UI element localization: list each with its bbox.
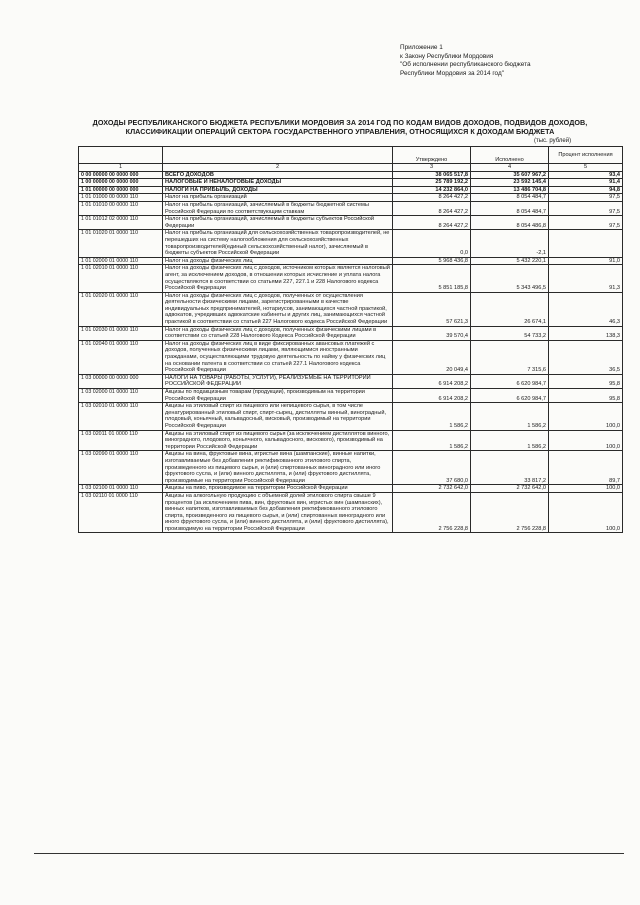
row-percent: 46,3: [549, 292, 623, 326]
table-row: [79, 430, 623, 451]
row-percent: 100,0: [549, 485, 623, 493]
row-approved: 6 914 208,2: [393, 374, 471, 388]
row-name: НАЛОГИ НА ПРИБЫЛЬ, ДОХОДЫ: [163, 186, 393, 194]
row-percent: 91,4: [549, 179, 623, 187]
row-approved: 5 851 185,8: [393, 265, 471, 292]
appendix-note: [400, 44, 531, 78]
row-executed: 33 817,2: [471, 451, 549, 485]
header-row: [79, 147, 623, 164]
row-code: 1 03 02010 01 0000 110: [79, 403, 163, 430]
row-percent: 97,5: [549, 194, 623, 202]
row-approved: 5 968 436,8: [393, 257, 471, 265]
row-percent: [549, 230, 623, 257]
header-code: [79, 147, 163, 164]
row-name: НАЛОГИ НА ТОВАРЫ (РАБОТЫ, УСЛУГИ), РЕАЛИЗУЕМЫЕ НА ТЕРРИТОРИИ РОССИЙСКОЙ ФЕДЕРАЦИИ: [163, 374, 393, 388]
table-row: [79, 201, 623, 215]
table-row: [79, 216, 623, 230]
row-percent: 36,5: [549, 340, 623, 374]
row-approved: 20 049,4: [393, 340, 471, 374]
row-percent: 95,8: [549, 374, 623, 388]
column-number: 2: [163, 164, 393, 172]
row-code: 1 00 00000 00 0000 000: [79, 179, 163, 187]
row-percent: 89,7: [549, 451, 623, 485]
row-name: Налог на доходы физических лиц с доходов, источником которых является налоговый агент, за исключением доходов, в отношении которых исчисление и уплата налога осуществляются в соответствии со статьями 227, 227.1 и 228 Налогового кодекса Российской Федерации: [163, 265, 393, 292]
table-row: [79, 179, 623, 187]
row-approved: 37 680,0: [393, 451, 471, 485]
column-number: 4: [471, 164, 549, 172]
appendix-line: к Закону Республики Мордовия: [400, 52, 494, 60]
table-row: [79, 265, 623, 292]
table-row: [79, 492, 623, 533]
row-executed: 5 343 496,5: [471, 265, 549, 292]
table-row: [79, 194, 623, 202]
row-executed: 7 315,6: [471, 340, 549, 374]
row-approved: 14 232 864,0: [393, 186, 471, 194]
row-executed: 1 586,2: [471, 430, 549, 451]
column-number: 1: [79, 164, 163, 172]
table-row: [79, 257, 623, 265]
table-row: [79, 340, 623, 374]
row-name: Налог на доходы физических лиц: [163, 257, 393, 265]
table-row: [79, 403, 623, 430]
row-approved: 6 914 208,2: [393, 389, 471, 403]
row-percent: 93,4: [549, 171, 623, 179]
page-bottom-rule: [34, 853, 624, 854]
row-approved: 38 065 517,8: [393, 171, 471, 179]
row-percent: 94,8: [549, 186, 623, 194]
row-executed: 8 054 486,8: [471, 216, 549, 230]
row-percent: 97,5: [549, 201, 623, 215]
row-name: Налог на прибыль организаций для сельскохозяйственных товаропроизводителей, не перешедших на систему налогообложения для сельскохозяйственных товаропроизводителей(единый сельскохозяйственный налог), зачисляемый в бюджеты субъектов Российской Федерации: [163, 230, 393, 257]
row-code: 1 01 02020 01 0000 110: [79, 292, 163, 326]
header-executed: Исполнено: [471, 147, 549, 164]
row-approved: 8 264 427,2: [393, 216, 471, 230]
row-code: 1 01 00000 00 0000 000: [79, 186, 163, 194]
row-code: 1 01 02030 01 0000 110: [79, 326, 163, 340]
row-approved: 2 756 228,8: [393, 492, 471, 533]
row-code: 1 03 02090 01 0000 110: [79, 451, 163, 485]
row-executed: 8 054 484,7: [471, 194, 549, 202]
table-row: [79, 389, 623, 403]
appendix-line: Приложение 1: [400, 44, 443, 51]
row-approved: 57 621,3: [393, 292, 471, 326]
table-row: [79, 326, 623, 340]
row-executed: 8 054 484,7: [471, 201, 549, 215]
row-executed: 2 756 228,8: [471, 492, 549, 533]
row-code: 1 03 02011 01 0000 110: [79, 430, 163, 451]
row-name: Налог на прибыль организаций, зачисляемый в бюджеты бюджетной системы Российской Федерации по соответствующим ставкам: [163, 201, 393, 215]
column-number: 5: [549, 164, 623, 172]
header-name: [163, 147, 393, 164]
column-number: 3: [393, 164, 471, 172]
table-row: [79, 186, 623, 194]
row-percent: 138,3: [549, 326, 623, 340]
row-code: 1 01 02010 01 0000 110: [79, 265, 163, 292]
table-row: [79, 171, 623, 179]
row-name: Налог на доходы физических лиц в виде фиксированных авансовых платежей с доходов, полученных физическими лицами, являющимися иностранными гражданами, осуществляющими трудовую деятельность по найму у физических лиц на основании патента в соответствии со статьей 227.1 Налогового кодекса Российской Федерации: [163, 340, 393, 374]
row-name: Налог на прибыль организаций, зачисляемый в бюджеты субъектов Российской Федерации: [163, 216, 393, 230]
column-number-row: [79, 164, 623, 172]
row-executed: 6 620 984,7: [471, 389, 549, 403]
row-executed: 2 732 642,0: [471, 485, 549, 493]
row-approved: 0,0: [393, 230, 471, 257]
row-name: Налог на доходы физических лиц с доходов, полученных от осуществления деятельности физическими лицами, зарегистрированными в качестве индивидуальных предпринимателей, нотариусов, занимающихся частной практикой, адвокатов, учредивших адвокатские кабинеты и других лиц, занимающихся частной практикой в соответствии со статьей 227 Налогового кодекса Российской Федерации: [163, 292, 393, 326]
header-approved: Утверждено: [393, 147, 471, 164]
row-executed: 35 607 967,2: [471, 171, 549, 179]
table-row: [79, 292, 623, 326]
row-code: 1 01 01000 00 0000 110: [79, 194, 163, 202]
document-title: ДОХОДЫ РЕСПУБЛИКАНСКОГО БЮДЖЕТА РЕСПУБЛИКИ МОРДОВИЯ ЗА 2014 ГОД ПО КОДАМ ВИДОВ ДОХОДОВ, ПОДВИДОВ ДОХОДОВ, КЛАССИФИКАЦИИ ОПЕРАЦИЙ СЕКТОРА ГОСУДАРСТВЕННОГО УПРАВЛЕНИЯ, ОТНОСЯЩИХСЯ К ДОХОДАМ БЮДЖЕТА: [92, 118, 588, 136]
row-name: Акцизы на пиво, производимое на территории Российской Федерации: [163, 485, 393, 493]
units-label: (тыс. рублей): [534, 138, 572, 144]
row-executed: 23 592 145,4: [471, 179, 549, 187]
row-code: 1 03 00000 00 0000 000: [79, 374, 163, 388]
row-executed: 54 733,2: [471, 326, 549, 340]
row-approved: 39 570,4: [393, 326, 471, 340]
row-percent: 97,5: [549, 216, 623, 230]
row-name: Акцизы по подакцизным товарам (продукции), производимым на территории Российской Федерации: [163, 389, 393, 403]
row-code: 1 01 02040 01 0000 110: [79, 340, 163, 374]
table-row: [79, 451, 623, 485]
appendix-line: "Об исполнении республиканского бюджета: [400, 61, 531, 69]
row-code: 0 00 00000 00 0000 000: [79, 171, 163, 179]
row-name: Налог на доходы физических лиц с доходов, полученных физическими лицами в соответствии со статьей 228 Налогового Кодекса Российской Федерации: [163, 326, 393, 340]
row-name: ВСЕГО ДОХОДОВ: [163, 171, 393, 179]
row-executed: 6 620 984,7: [471, 374, 549, 388]
row-name: Акцизы на алкогольную продукцию с объемной долей этилового спирта свыше 9 процентов (за исключением пива, вин, фруктовых вин, игристых вин (шампанских), винных напитков, изготавливаемых без добавления ректификованного этилового спирта, произведенного из пищевого сырья, и (или) спиртованных виноградного или иного фруктового сусла, и (или) винного дистиллята, и (или) фруктового дистиллята), производимую на территории Российской Федерации: [163, 492, 393, 533]
row-name: Акцизы на этиловый спирт из пищевого сырья (за исключением дистиллятов винного, виноградного, плодового, коньячного, кальвадосного, вискового), производимый на территории Российской Федерации: [163, 430, 393, 451]
row-percent: 100,0: [549, 430, 623, 451]
row-name: НАЛОГОВЫЕ И НЕНАЛОГОВЫЕ ДОХОДЫ: [163, 179, 393, 187]
row-name: Акцизы на вина, фруктовые вина, игристые вина (шампанские), винные напитки, изготавливаемые без добавления ректификованного этилового спирта, произведенного из пищевого сырья, и (или) спиртованных виноградного или иного фруктового сусла, и (или) винного дистиллята, и (или) фруктового дистиллята, производимые на территории Российской Федерации: [163, 451, 393, 485]
row-approved: 8 264 427,2: [393, 194, 471, 202]
row-name: Налог на прибыль организаций: [163, 194, 393, 202]
row-executed: -2,1: [471, 230, 549, 257]
row-executed: 13 486 704,8: [471, 186, 549, 194]
row-executed: 1 586,2: [471, 403, 549, 430]
row-percent: 95,8: [549, 389, 623, 403]
row-approved: 1 586,2: [393, 403, 471, 430]
row-percent: 91,3: [549, 265, 623, 292]
table-row: [79, 374, 623, 388]
header-percent: Процент исполнения: [549, 147, 623, 164]
row-approved: 8 264 427,2: [393, 201, 471, 215]
row-code: 1 01 01020 01 0000 110: [79, 230, 163, 257]
row-code: 1 01 01010 00 0000 110: [79, 201, 163, 215]
row-approved: 1 586,2: [393, 430, 471, 451]
row-code: 1 03 02100 01 0000 110: [79, 485, 163, 493]
revenue-table: [78, 146, 623, 533]
row-approved: 25 789 192,2: [393, 179, 471, 187]
row-percent: 91,0: [549, 257, 623, 265]
row-percent: 100,0: [549, 403, 623, 430]
table-row: [79, 485, 623, 493]
row-executed: 5 432 220,1: [471, 257, 549, 265]
row-code: 1 03 02110 01 0000 110: [79, 492, 163, 533]
row-percent: 100,0: [549, 492, 623, 533]
appendix-line: Республики Мордовия за 2014 год": [400, 69, 504, 77]
row-approved: 2 732 642,0: [393, 485, 471, 493]
table-row: [79, 230, 623, 257]
row-code: 1 01 02000 01 0000 110: [79, 257, 163, 265]
row-code: 1 01 01012 02 0000 110: [79, 216, 163, 230]
row-name: Акцизы на этиловый спирт из пищевого или непищевого сырья, в том числе денатурированный этиловый спирт, спирт-сырец, дистилляты винный, виноградный, плодовый, коньячный, кальвадосный, висковый, производимый на территории Российской Федерации: [163, 403, 393, 430]
row-code: 1 03 02000 01 0000 110: [79, 389, 163, 403]
row-executed: 26 674,1: [471, 292, 549, 326]
